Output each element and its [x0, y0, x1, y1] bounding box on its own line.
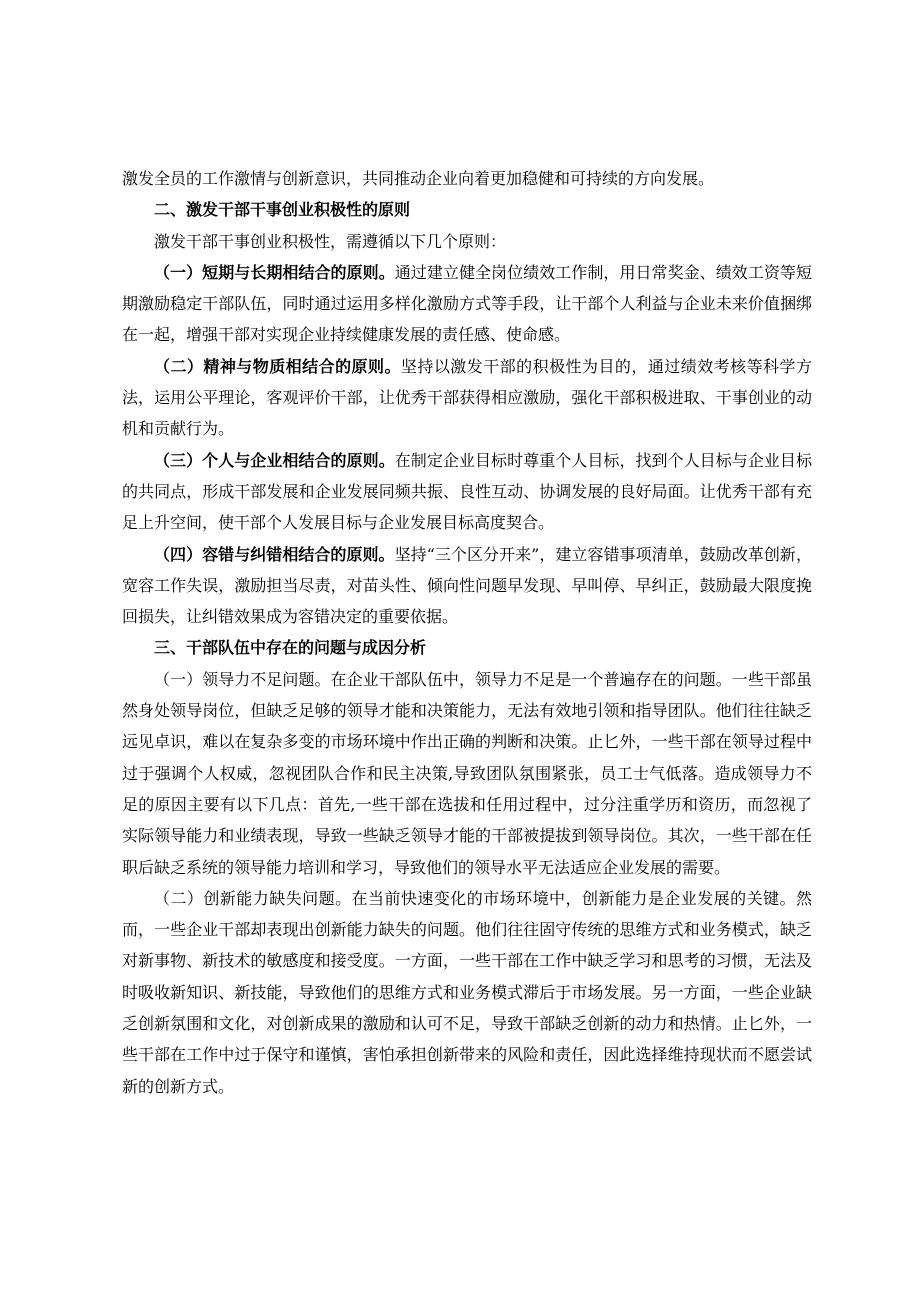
intro-paragraph: 激发全员的工作激情与创新意识，共同推动企业向着更加稳健和可持续的方向发展。 [122, 169, 715, 188]
principle-2-lead: （二）精神与物质相结合的原则。 [154, 356, 401, 376]
problem-1-text: 在企业干部队伍中，领导力不足是一个普遍存在的问题。一些干部虽然身处领导岗位，但缺乏足够的领导才能和决策能力，无法有效地引领和指导团队。他们往往缺乏远见卓识，难以在复杂多变的市场环境中作出正确的判断和决策。止匕外，一些干部在领导过程中过于强调个人权威，忽视团队合作和民主决策,导致团队氛围紧张，员工士气低落。造成领导力不足的原因主要有以下几点：首先,一些干部在选拔和任用过程中，过分注重学历和资历，而忽视了实际领导能力和业绩表现，导致一些缺乏领导才能的干部被提拔到领导岗位。其次，一些干部在任职后缺乏系统的领导能力培训和学习，导致他们的领导水平无法适应企业发展的需要。 [122, 669, 812, 877]
principle-3-text: 在制定企业目标时尊重个人目标，找到个人目标与企业目标的共同点，形成干部发展和企业发展同频共振、良性互动、协调发展的良好局面。让优秀干部有充足上升空间，使干部个人发展目标与企业发展目标高度契合。 [122, 450, 812, 533]
principle-3-paragraph [122, 445, 812, 539]
section-3-heading: 三、干部队伍中存在的问题与成因分析 [154, 638, 427, 658]
document-page [122, 163, 812, 1102]
principle-4-paragraph [122, 539, 812, 633]
problem-2-paragraph [122, 883, 812, 1102]
problem-2-lead: （二）创新能力缺失问题。 [154, 888, 352, 908]
principle-1-paragraph [122, 257, 812, 351]
problem-2-text: 在当前快速变化的市场环境中，创新能力是企业发展的关键。然而，一些企业干部却表现出创新能力缺失的问题。他们往往固守传统的思维方式和业务模式，缺乏对新事物、新技术的敏感度和接受度。一方面，一些干部在工作中缺乏学习和思考的习惯，无法及时吸收新知识、新技能，导致他们的思维方式和业务模式滞后于市场发展。另一方面，一些企业缺乏创新氛围和文化，对创新成果的激励和认可不足，导致干部缺乏创新的动力和热情。止匕外，一些干部在工作中过于保守和谨慎，害怕承担创新带来的风险和责任，因此选择维持现状而不愿尝试新的创新方式。 [122, 888, 812, 1096]
principle-3-lead: （三）个人与企业相结合的原则。 [154, 450, 395, 470]
section-2-intro: 激发干部干事创业积极性，需遵循以下几个原则： [154, 231, 507, 251]
principle-2-paragraph [122, 351, 812, 445]
principle-4-lead: （四）容错与纠错相结合的原则。 [154, 544, 395, 564]
problem-1-paragraph [122, 664, 812, 883]
principle-1-lead: （一）短期与长期相结合的原则。 [154, 262, 395, 282]
principle-2-text: 坚持以激发干部的积极性为目的，通过绩效考核等科学方法，运用公平理论，客观评价干部，让优秀干部获得相应激励，强化干部积极进取、干事创业的动机和贡献行为。 [122, 356, 812, 439]
problem-1-lead: （一）领导力不足问题。 [154, 669, 331, 689]
principle-1-text: 通过建立健全岗位绩效工作制，用日常奖金、绩效工资等短期激励稳定干部队伍，同时通过运用多样化激励方式等手段，让干部个人利益与企业未来价值捆绑在一起，增强干部对实现企业持续健康发展的责任感、使命感。 [122, 262, 812, 345]
principle-4-text: 坚持“三个区分开来”，建立容错事项清单，鼓励改革创新，宽容工作失误，激励担当尽责，对苗头性、倾向性问题早发现、早叫停、早纠正，鼓励最大限度挽回损失，让纠错效果成为容错决定的重要依据。 [122, 544, 812, 627]
section-2-heading: 二、激发干部干事创业积极性的原则 [154, 200, 411, 220]
